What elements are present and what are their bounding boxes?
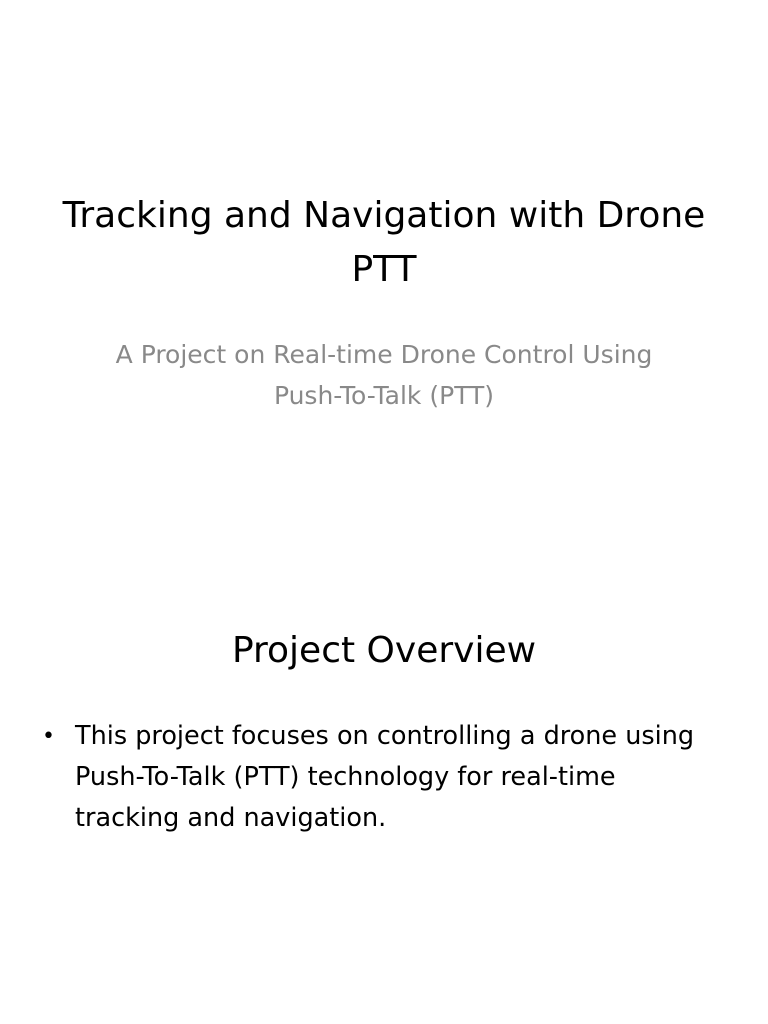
bullet-dot-icon: •	[42, 724, 55, 749]
slide-subtitle: A Project on Real-time Drone Control Using Push-To-Talk (PTT)	[115, 340, 653, 410]
bullet-list	[38, 716, 698, 839]
slide-title: Project Overview	[231, 630, 537, 671]
overview-slide	[0, 512, 768, 1024]
bullet-item	[38, 716, 698, 839]
bullet-text: This project focuses on controlling a drone using Push-To-Talk (PTT) technology for real-time tracking and navigation.	[75, 721, 695, 833]
slide-title: Tracking and Navigation with Drone PTT	[62, 195, 706, 290]
